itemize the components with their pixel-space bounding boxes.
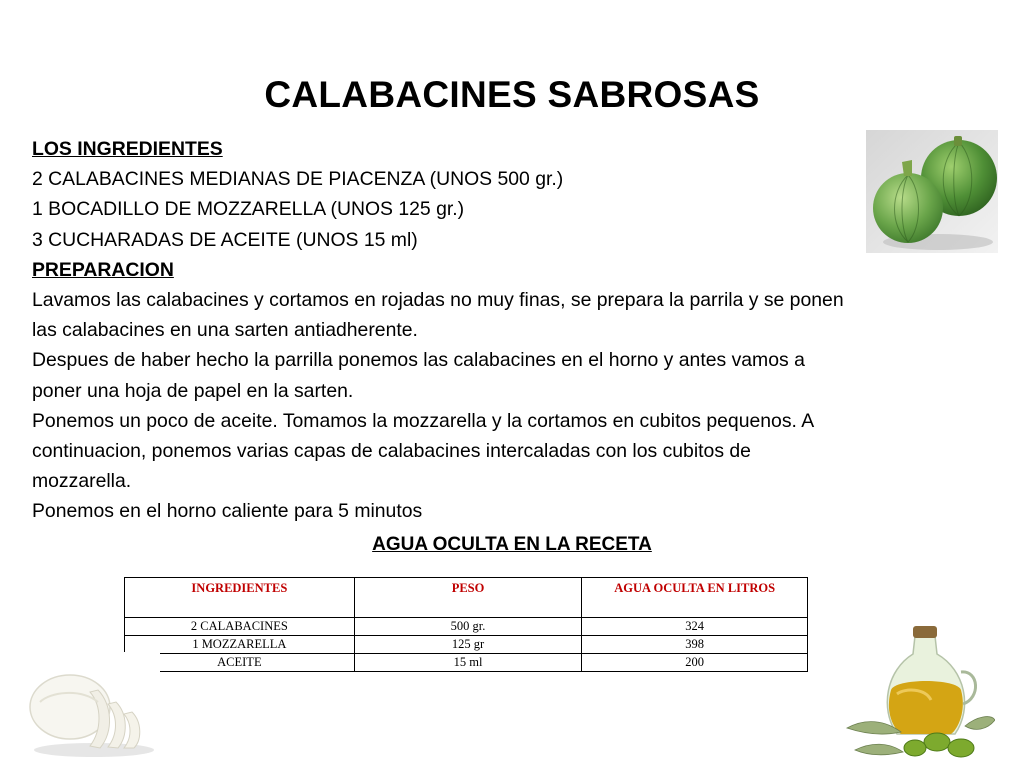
zucchini-photo bbox=[866, 130, 998, 253]
table-cell: 324 bbox=[582, 618, 808, 636]
table-cell: ACEITE bbox=[125, 654, 355, 672]
preparation-paragraph bbox=[32, 345, 1007, 405]
table-cell: 200 bbox=[582, 654, 808, 672]
preparation-line: Ponemos en el horno caliente para 5 minutos bbox=[32, 500, 423, 523]
table-header-ingredients: INGREDIENTES bbox=[125, 578, 355, 618]
preparation-heading: PREPARACION bbox=[32, 258, 174, 281]
table-row bbox=[125, 618, 808, 636]
preparation-paragraph bbox=[32, 406, 1007, 497]
preparation-paragraph bbox=[32, 496, 1007, 526]
ingredient-item: 2 CALABACINES MEDIANAS DE PIACENZA (UNOS 500 gr.) bbox=[32, 168, 564, 191]
ingredient-item: 3 CUCHARADAS DE ACEITE (UNOS 15 ml) bbox=[32, 228, 418, 251]
table-row bbox=[125, 636, 808, 654]
table-cell: 1 MOZZARELLA bbox=[125, 636, 355, 654]
table-cell: 500 gr. bbox=[354, 618, 582, 636]
ingredient-item: 1 BOCADILLO DE MOZZARELLA (UNOS 125 gr.) bbox=[32, 198, 465, 221]
page-title: CALABACINES SABROSAS bbox=[264, 74, 760, 115]
preparation-line: poner una hoja de papel en la sarten. bbox=[32, 379, 354, 402]
table-cell: 125 gr bbox=[354, 636, 582, 654]
mozzarella-photo bbox=[20, 652, 160, 760]
table-header-row bbox=[125, 578, 808, 618]
recipe-body bbox=[32, 134, 1007, 527]
preparation-line: Ponemos un poco de aceite. Tomamos la mozzarella y la cortamos en cubitos pequenos. A bbox=[32, 409, 815, 432]
preparation-line: mozzarella. bbox=[32, 470, 132, 493]
water-section-title: AGUA OCULTA EN LA RECETA bbox=[372, 534, 652, 555]
ingredients-heading: LOS INGREDIENTES bbox=[32, 138, 223, 160]
olive-oil-photo bbox=[845, 608, 995, 763]
preparation-line: las calabacines en una sarten antiadherente. bbox=[32, 319, 418, 342]
table-cell: 2 CALABACINES bbox=[125, 618, 355, 636]
preparation-line: Despues de haber hecho la parrilla ponemos las calabacines en el horno y antes vamos a bbox=[32, 349, 805, 372]
table-header-weight: PESO bbox=[354, 578, 582, 618]
preparation-line: Lavamos las calabacines y cortamos en rojadas no muy finas, se prepara la parrila y se ponen bbox=[32, 289, 844, 312]
table-cell: 15 ml bbox=[354, 654, 582, 672]
table-row bbox=[125, 654, 808, 672]
table-cell: 398 bbox=[582, 636, 808, 654]
table-header-hidden-water: AGUA OCULTA EN LITROS bbox=[582, 578, 808, 618]
water-table bbox=[124, 577, 808, 672]
preparation-line: continuacion, ponemos varias capas de calabacines intercaladas con los cubitos de bbox=[32, 440, 751, 463]
preparation-paragraph bbox=[32, 285, 1007, 345]
